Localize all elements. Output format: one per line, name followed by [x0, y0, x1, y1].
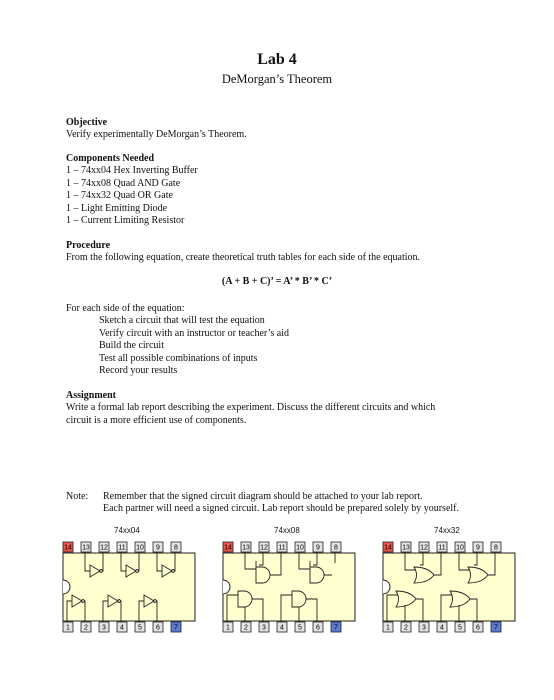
pin-number: 12	[420, 544, 428, 552]
pin-number: 2	[84, 624, 88, 632]
pin-number: 3	[102, 624, 106, 632]
pin-number: 10	[456, 544, 464, 552]
chip-74xx08-diagram	[222, 539, 356, 635]
procedure-step: Verify circuit with an instructor or teacher’s aid	[99, 327, 290, 339]
pin-number: 10	[296, 544, 304, 552]
pin-number: 7	[334, 624, 338, 632]
pin-number: 11	[278, 544, 286, 552]
pin-number: 1	[66, 624, 70, 632]
objective-heading: Objective	[66, 117, 108, 128]
pin-number: 4	[440, 624, 444, 632]
chip-74xx32-diagram	[382, 539, 516, 635]
pin-number: 5	[298, 624, 302, 632]
assignment-text-line: circuit is a more efficient use of components.	[66, 414, 247, 426]
pin-number: 11	[118, 544, 126, 552]
pin-number: 8	[334, 544, 338, 552]
note-text-line: Remember that the signed circuit diagram should be attached to your lab report.	[103, 491, 423, 502]
pin-number: 10	[136, 544, 144, 552]
chip-label-74xx04: 74xx04	[114, 526, 140, 535]
pin-number: 5	[458, 624, 462, 632]
procedure-step: Sketch a circuit that will test the equation	[99, 315, 265, 327]
procedure-steps	[66, 303, 289, 377]
note-section	[66, 491, 536, 516]
pin-number: 8	[494, 544, 498, 552]
pin-number: 13	[82, 544, 90, 552]
chip-74xx04-diagram	[62, 539, 196, 635]
procedure-step: Test all possible combinations of inputs	[99, 352, 258, 364]
pin-number: 8	[174, 544, 178, 552]
page-title: Lab 4	[257, 51, 297, 68]
pin-number: 2	[244, 624, 248, 632]
chip-body	[223, 553, 355, 621]
assignment-heading: Assignment	[66, 390, 117, 401]
pin-number: 3	[262, 624, 266, 632]
pin-number: 14	[64, 544, 72, 552]
pin-number: 7	[174, 624, 178, 632]
pin-number: 4	[280, 624, 284, 632]
pin-number: 11	[438, 544, 446, 552]
procedure-text: From the following equation, create theoretical truth tables for each side of the equation.	[66, 252, 421, 264]
component-item: 1 – 74xx32 Quad OR Gate	[66, 190, 173, 202]
components-section	[66, 153, 198, 227]
pin-number: 3	[422, 624, 426, 632]
note-text-line: Each partner will need a signed circuit. Lab report should be prepared solely by yourself.	[103, 503, 459, 515]
pin-number: 9	[476, 544, 480, 552]
pin-number: 9	[316, 544, 320, 552]
pin-number: 7	[494, 624, 498, 632]
chip-label-74xx08: 74xx08	[274, 526, 300, 535]
note-label: Note:	[66, 491, 89, 502]
component-item: 1 – 74xx08 Quad AND Gate	[66, 177, 181, 189]
pin-number: 14	[224, 544, 232, 552]
objective-text: Verify experimentally DeMorgan’s Theorem.	[66, 129, 247, 141]
component-item: 1 – 74xx04 Hex Inverting Buffer	[66, 165, 198, 177]
pin-number: 5	[138, 624, 142, 632]
component-item: 1 – Light Emitting Diode	[66, 202, 168, 214]
pin-number: 2	[404, 624, 408, 632]
pin-number: 12	[100, 544, 108, 552]
pin-number: 1	[226, 624, 230, 632]
pin-number: 6	[316, 624, 320, 632]
procedure-section	[66, 240, 420, 265]
components-heading: Components Needed	[66, 153, 155, 164]
pin-number: 13	[402, 544, 410, 552]
pin-number: 1	[386, 624, 390, 632]
procedure-step: Build the circuit	[99, 340, 164, 352]
component-item: 1 – Current Limiting Resistor	[66, 215, 185, 227]
chip-label-74xx32: 74xx32	[434, 526, 460, 535]
pin-number: 14	[384, 544, 392, 552]
pin-number: 9	[156, 544, 160, 552]
assignment-text-line: Write a formal lab report describing the experiment. Discuss the different circuits and which	[66, 402, 436, 414]
pin-number: 6	[476, 624, 480, 632]
objective-section	[66, 117, 247, 142]
page-subtitle: DeMorgan’s Theorem	[221, 72, 333, 86]
pin-number: 4	[120, 624, 124, 632]
procedure-step: Record your results	[99, 365, 178, 377]
assignment-section	[66, 390, 435, 427]
procedure-intro: For each side of the equation:	[66, 303, 185, 314]
pin-number: 13	[242, 544, 250, 552]
demorgan-equation: (A + B + C)’ = A’ * B’ * C’	[221, 276, 333, 287]
procedure-heading: Procedure	[66, 240, 111, 251]
pin-number: 12	[260, 544, 268, 552]
pin-number: 6	[156, 624, 160, 632]
